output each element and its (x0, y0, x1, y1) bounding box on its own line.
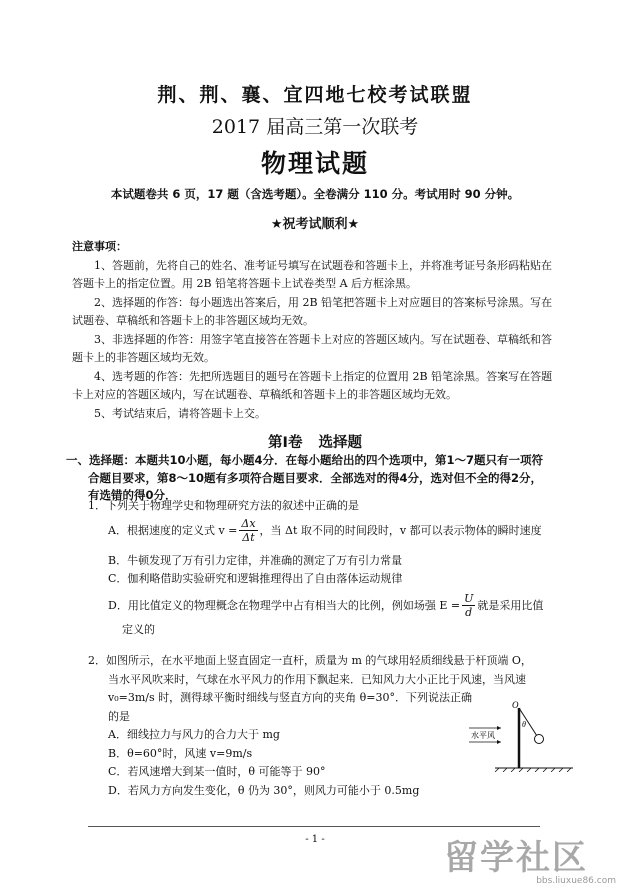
note-item: 5、考试结束后，请将答题卡上交。 (94, 406, 266, 420)
option-a: A．细线拉力与风力的合力大于 mg (108, 728, 280, 741)
intro-line: 有选错的得0分． (88, 488, 177, 502)
notes-block (72, 238, 562, 423)
page-number: - 1 - (305, 834, 325, 845)
option-d: D．若风力方向发生变化，θ 仍为 30°，则风力可能小于 0.5mg (108, 783, 420, 797)
question-stem-line: 当水平风吹来时，气球在水平风力的作用下飘起来．已知风力大小正比于风速，当风速 (108, 672, 526, 686)
subject-title: 物理试题 (260, 149, 369, 178)
question-1 (88, 497, 558, 639)
option-b: B．牛顿发现了万有引力定律，并准确的测定了万有引力常量 (108, 553, 403, 567)
intro-line: 一、选择题：本题共10小题，每小题4分．在每小题给出的四个选项中，第1～7题只有一项符 (66, 453, 544, 467)
watermark-logo (444, 840, 624, 886)
footer-divider (88, 826, 540, 827)
section-name: 选择题 (318, 435, 362, 451)
ground-hatching (495, 768, 571, 772)
option-d: D．用比值定义的物理概念在物理学中占有相当大的比例，例如场强 E = $\frac{U}{d}$ 就是采用比值 (108, 592, 544, 619)
option-b: B．θ=60°时，风速 v=9m/s (108, 746, 253, 760)
question-stem: 2．如图所示，在水平地面上竖直固定一直杆，质量为 m 的气球用轻质细线悬于杆顶端 O， (88, 654, 532, 667)
exam-subtitle: 2017 届高三第一次联考 (211, 116, 419, 138)
label-o: O (512, 700, 519, 710)
label-theta: θ (522, 720, 526, 729)
question-stem-line: v₀=3m/s 时，测得球平衡时细线与竖直方向的夹角 θ=30°．下列说法正确 (108, 691, 472, 704)
balloon (535, 735, 544, 744)
good-luck-line: ★祝考试顺利★ (270, 217, 360, 232)
exam-info: 本试题卷共 6 页，17 题（含选考题）。全卷满分 110 分。考试用时 90 分钟。 (110, 187, 520, 201)
watermark-url: bbs.liuxue86.com (536, 876, 616, 886)
question-stem: 1．下列关于物理学史和物理研究方法的叙述中正确的是 (88, 499, 359, 512)
section-volume: 第Ⅰ卷 (268, 435, 303, 451)
wind-arrow-head (497, 740, 501, 744)
league-title: 荆、荆、襄、宜四地七校考试联盟 (157, 84, 473, 106)
section-heading (0, 431, 630, 452)
option-c: C．若风速增大到某一值时，θ 可能等于 90° (108, 765, 326, 778)
option-d-continued: 定义的 (122, 622, 155, 636)
option-c: C．伽利略借助实验研究和逻辑推理得出了自由落体运动规律 (108, 572, 403, 585)
question-stem-line: 的是 (108, 709, 130, 723)
wind-arrow-head (497, 726, 501, 730)
note-item: 2、选择题的作答：每小题选出答案后，用 2B 铅笔把答题卡上对应题目的答案标号涂黑。写在试题卷、草稿纸和答题卡上的非答题区域均无效。 (72, 295, 553, 327)
note-item: 3、非选择题的作答：用签字笔直接答在答题卡上对应的答题区域内。写在试题卷、草稿纸和答题卡上的非答题区域均无效。 (72, 332, 552, 364)
intro-line: 合题目要求，第8～10题有多项符合题目要求．全部选对的得4分，选对但不全的得2分， (88, 470, 543, 485)
field-fraction: $\frac{U}{d}$ (464, 592, 474, 619)
velocity-fraction: $\frac{\Delta x}{\Delta t}$ (241, 517, 256, 544)
watermark-text: 留学社区 (444, 838, 588, 878)
option-a: A．根据速度的定义式 v = $\frac{\Delta x}{\Delta t}$ ，当 Δt 取不同的时间段时，v 都可以表示物体的瞬时速度 (108, 517, 542, 544)
notes-heading: 注意事项： (72, 240, 127, 253)
label-wind: 水平风 (471, 731, 495, 740)
note-item: 4、选考题的作答：先把所选题目的题号在答题卡上指定的位置用 2B 铅笔涂黑。答案写在答题卡上对应的答题区域内，写在试题卷、草稿纸和答题卡上的非答题区域均无效。 (72, 369, 553, 401)
balloon-figure (465, 700, 575, 772)
note-item: 1、答题前，先将自己的姓名、准考证号填写在试题卷和答题卡上，并将准考证号条形码粘贴在答题卡上的指定位置。用 2B 铅笔将答题卡上试卷类型 A 后方框涂黑。 (72, 258, 552, 290)
